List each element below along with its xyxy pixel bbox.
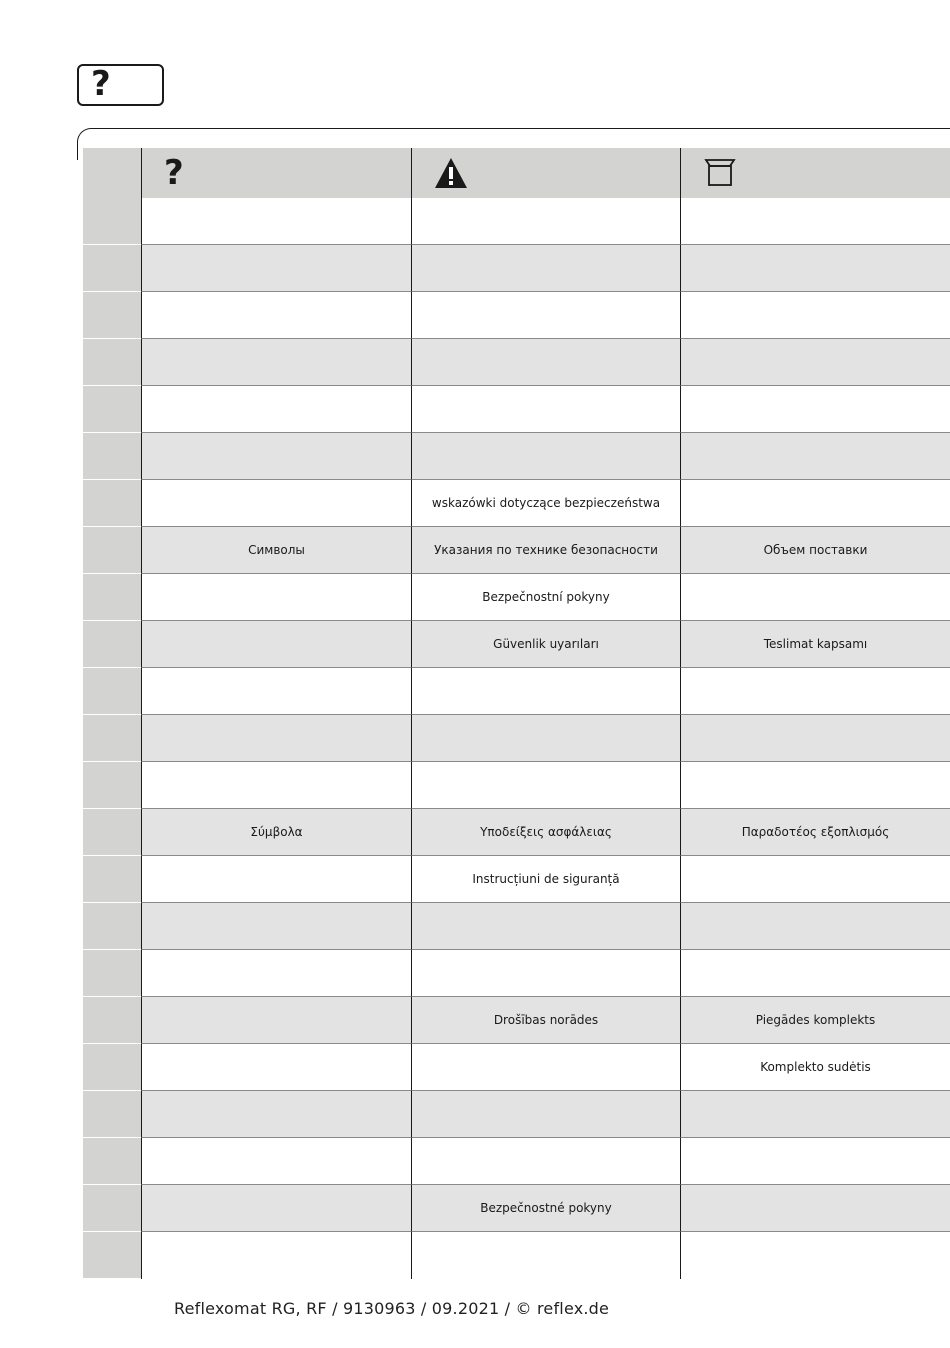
symbols-cell bbox=[141, 339, 411, 386]
safety-cell: Указания по технике безопасности bbox=[411, 527, 680, 574]
header-symbols bbox=[141, 148, 411, 198]
table-row bbox=[83, 903, 950, 950]
row-number-cell bbox=[83, 1232, 141, 1279]
question-icon: ? bbox=[164, 153, 184, 193]
row-number-cell bbox=[83, 245, 141, 292]
safety-cell bbox=[411, 668, 680, 715]
safety-cell: Güvenlik uyarıları bbox=[411, 621, 680, 668]
row-number-cell bbox=[83, 480, 141, 527]
row-number-cell bbox=[83, 762, 141, 809]
footer-text: Reflexomat RG, RF / 9130963 / 09.2021 / © reflex.de bbox=[174, 1299, 610, 1318]
row-number-cell bbox=[83, 1138, 141, 1185]
symbols-cell bbox=[141, 574, 411, 621]
symbols-cell: Символы bbox=[141, 527, 411, 574]
safety-cell bbox=[411, 198, 680, 245]
table-row bbox=[83, 715, 950, 762]
table-row bbox=[83, 433, 950, 480]
safety-cell: Drošības norādes bbox=[411, 997, 680, 1044]
table-row bbox=[83, 1185, 950, 1232]
row-number-cell bbox=[83, 668, 141, 715]
table-row bbox=[83, 245, 950, 292]
table-row bbox=[83, 621, 950, 668]
safety-cell bbox=[411, 1232, 680, 1279]
table-row bbox=[83, 198, 950, 245]
table-row bbox=[83, 997, 950, 1044]
safety-cell bbox=[411, 292, 680, 339]
table-row bbox=[83, 527, 950, 574]
table-row bbox=[83, 1091, 950, 1138]
symbols-cell bbox=[141, 245, 411, 292]
help-symbol-box bbox=[77, 64, 164, 106]
row-number-cell bbox=[83, 1091, 141, 1138]
table-row bbox=[83, 292, 950, 339]
delivery-cell bbox=[680, 574, 950, 621]
safety-cell bbox=[411, 1138, 680, 1185]
translation-table bbox=[83, 148, 950, 1279]
row-number-cell bbox=[83, 527, 141, 574]
delivery-cell bbox=[680, 856, 950, 903]
symbols-cell bbox=[141, 668, 411, 715]
delivery-cell bbox=[680, 1185, 950, 1232]
warning-triangle-icon bbox=[434, 157, 468, 189]
delivery-cell bbox=[680, 950, 950, 997]
delivery-cell bbox=[680, 198, 950, 245]
symbols-cell bbox=[141, 762, 411, 809]
safety-cell bbox=[411, 339, 680, 386]
symbols-cell bbox=[141, 1138, 411, 1185]
safety-cell: Instrucțiuni de siguranță bbox=[411, 856, 680, 903]
safety-cell bbox=[411, 762, 680, 809]
symbols-cell bbox=[141, 1044, 411, 1091]
symbols-cell bbox=[141, 480, 411, 527]
delivery-cell bbox=[680, 339, 950, 386]
symbols-cell bbox=[141, 856, 411, 903]
delivery-cell bbox=[680, 1232, 950, 1279]
table-row bbox=[83, 668, 950, 715]
safety-cell bbox=[411, 903, 680, 950]
safety-cell: Bezpečnostné pokyny bbox=[411, 1185, 680, 1232]
symbols-cell bbox=[141, 198, 411, 245]
delivery-cell bbox=[680, 386, 950, 433]
row-number-cell bbox=[83, 1044, 141, 1091]
delivery-cell bbox=[680, 480, 950, 527]
row-number-cell bbox=[83, 715, 141, 762]
delivery-cell bbox=[680, 1138, 950, 1185]
safety-cell bbox=[411, 386, 680, 433]
symbols-cell bbox=[141, 621, 411, 668]
delivery-cell bbox=[680, 1091, 950, 1138]
symbols-cell bbox=[141, 386, 411, 433]
row-number-cell bbox=[83, 621, 141, 668]
symbols-cell bbox=[141, 715, 411, 762]
table-row bbox=[83, 386, 950, 433]
table-row bbox=[83, 1044, 950, 1091]
row-number-cell bbox=[83, 386, 141, 433]
delivery-cell bbox=[680, 668, 950, 715]
delivery-cell: Объем поставки bbox=[680, 527, 950, 574]
row-number-cell bbox=[83, 339, 141, 386]
row-number-cell bbox=[83, 292, 141, 339]
safety-cell bbox=[411, 715, 680, 762]
symbols-cell: Σύμβολα bbox=[141, 809, 411, 856]
table-row bbox=[83, 809, 950, 856]
row-number-cell bbox=[83, 1185, 141, 1232]
row-number-cell bbox=[83, 809, 141, 856]
delivery-cell: Teslimat kapsamı bbox=[680, 621, 950, 668]
symbols-cell bbox=[141, 950, 411, 997]
delivery-cell bbox=[680, 715, 950, 762]
row-number-cell bbox=[83, 856, 141, 903]
delivery-cell bbox=[680, 245, 950, 292]
delivery-cell: Komplekto sudėtis bbox=[680, 1044, 950, 1091]
safety-cell: Bezpečnostní pokyny bbox=[411, 574, 680, 621]
row-number-cell bbox=[83, 574, 141, 621]
table-row bbox=[83, 856, 950, 903]
question-icon: ? bbox=[91, 64, 111, 104]
symbols-cell bbox=[141, 1185, 411, 1232]
delivery-cell bbox=[680, 433, 950, 480]
delivery-cell bbox=[680, 292, 950, 339]
header-number-cell bbox=[83, 148, 141, 198]
header-safety bbox=[411, 148, 680, 198]
safety-cell bbox=[411, 1091, 680, 1138]
symbols-cell bbox=[141, 997, 411, 1044]
symbols-cell bbox=[141, 1232, 411, 1279]
safety-cell bbox=[411, 1044, 680, 1091]
table-header bbox=[83, 148, 950, 198]
row-number-cell bbox=[83, 198, 141, 245]
delivery-cell: Παραδοτέος εξοπλισμός bbox=[680, 809, 950, 856]
symbols-cell bbox=[141, 292, 411, 339]
table-row bbox=[83, 339, 950, 386]
row-number-cell bbox=[83, 997, 141, 1044]
table-row bbox=[83, 1232, 950, 1279]
table-row bbox=[83, 1138, 950, 1185]
table-row bbox=[83, 480, 950, 527]
table-row bbox=[83, 950, 950, 997]
box-icon bbox=[703, 157, 737, 189]
safety-cell bbox=[411, 950, 680, 997]
safety-cell bbox=[411, 245, 680, 292]
symbols-cell bbox=[141, 1091, 411, 1138]
safety-cell bbox=[411, 433, 680, 480]
row-number-cell bbox=[83, 950, 141, 997]
symbols-cell bbox=[141, 903, 411, 950]
delivery-cell bbox=[680, 903, 950, 950]
table-row bbox=[83, 574, 950, 621]
table-row bbox=[83, 762, 950, 809]
delivery-cell bbox=[680, 762, 950, 809]
row-number-cell bbox=[83, 903, 141, 950]
header-delivery bbox=[680, 148, 950, 198]
safety-cell: wskazówki dotyczące bezpieczeństwa bbox=[411, 480, 680, 527]
symbols-cell bbox=[141, 433, 411, 480]
delivery-cell: Piegādes komplekts bbox=[680, 997, 950, 1044]
safety-cell: Υποδείξεις ασφάλειας bbox=[411, 809, 680, 856]
row-number-cell bbox=[83, 433, 141, 480]
